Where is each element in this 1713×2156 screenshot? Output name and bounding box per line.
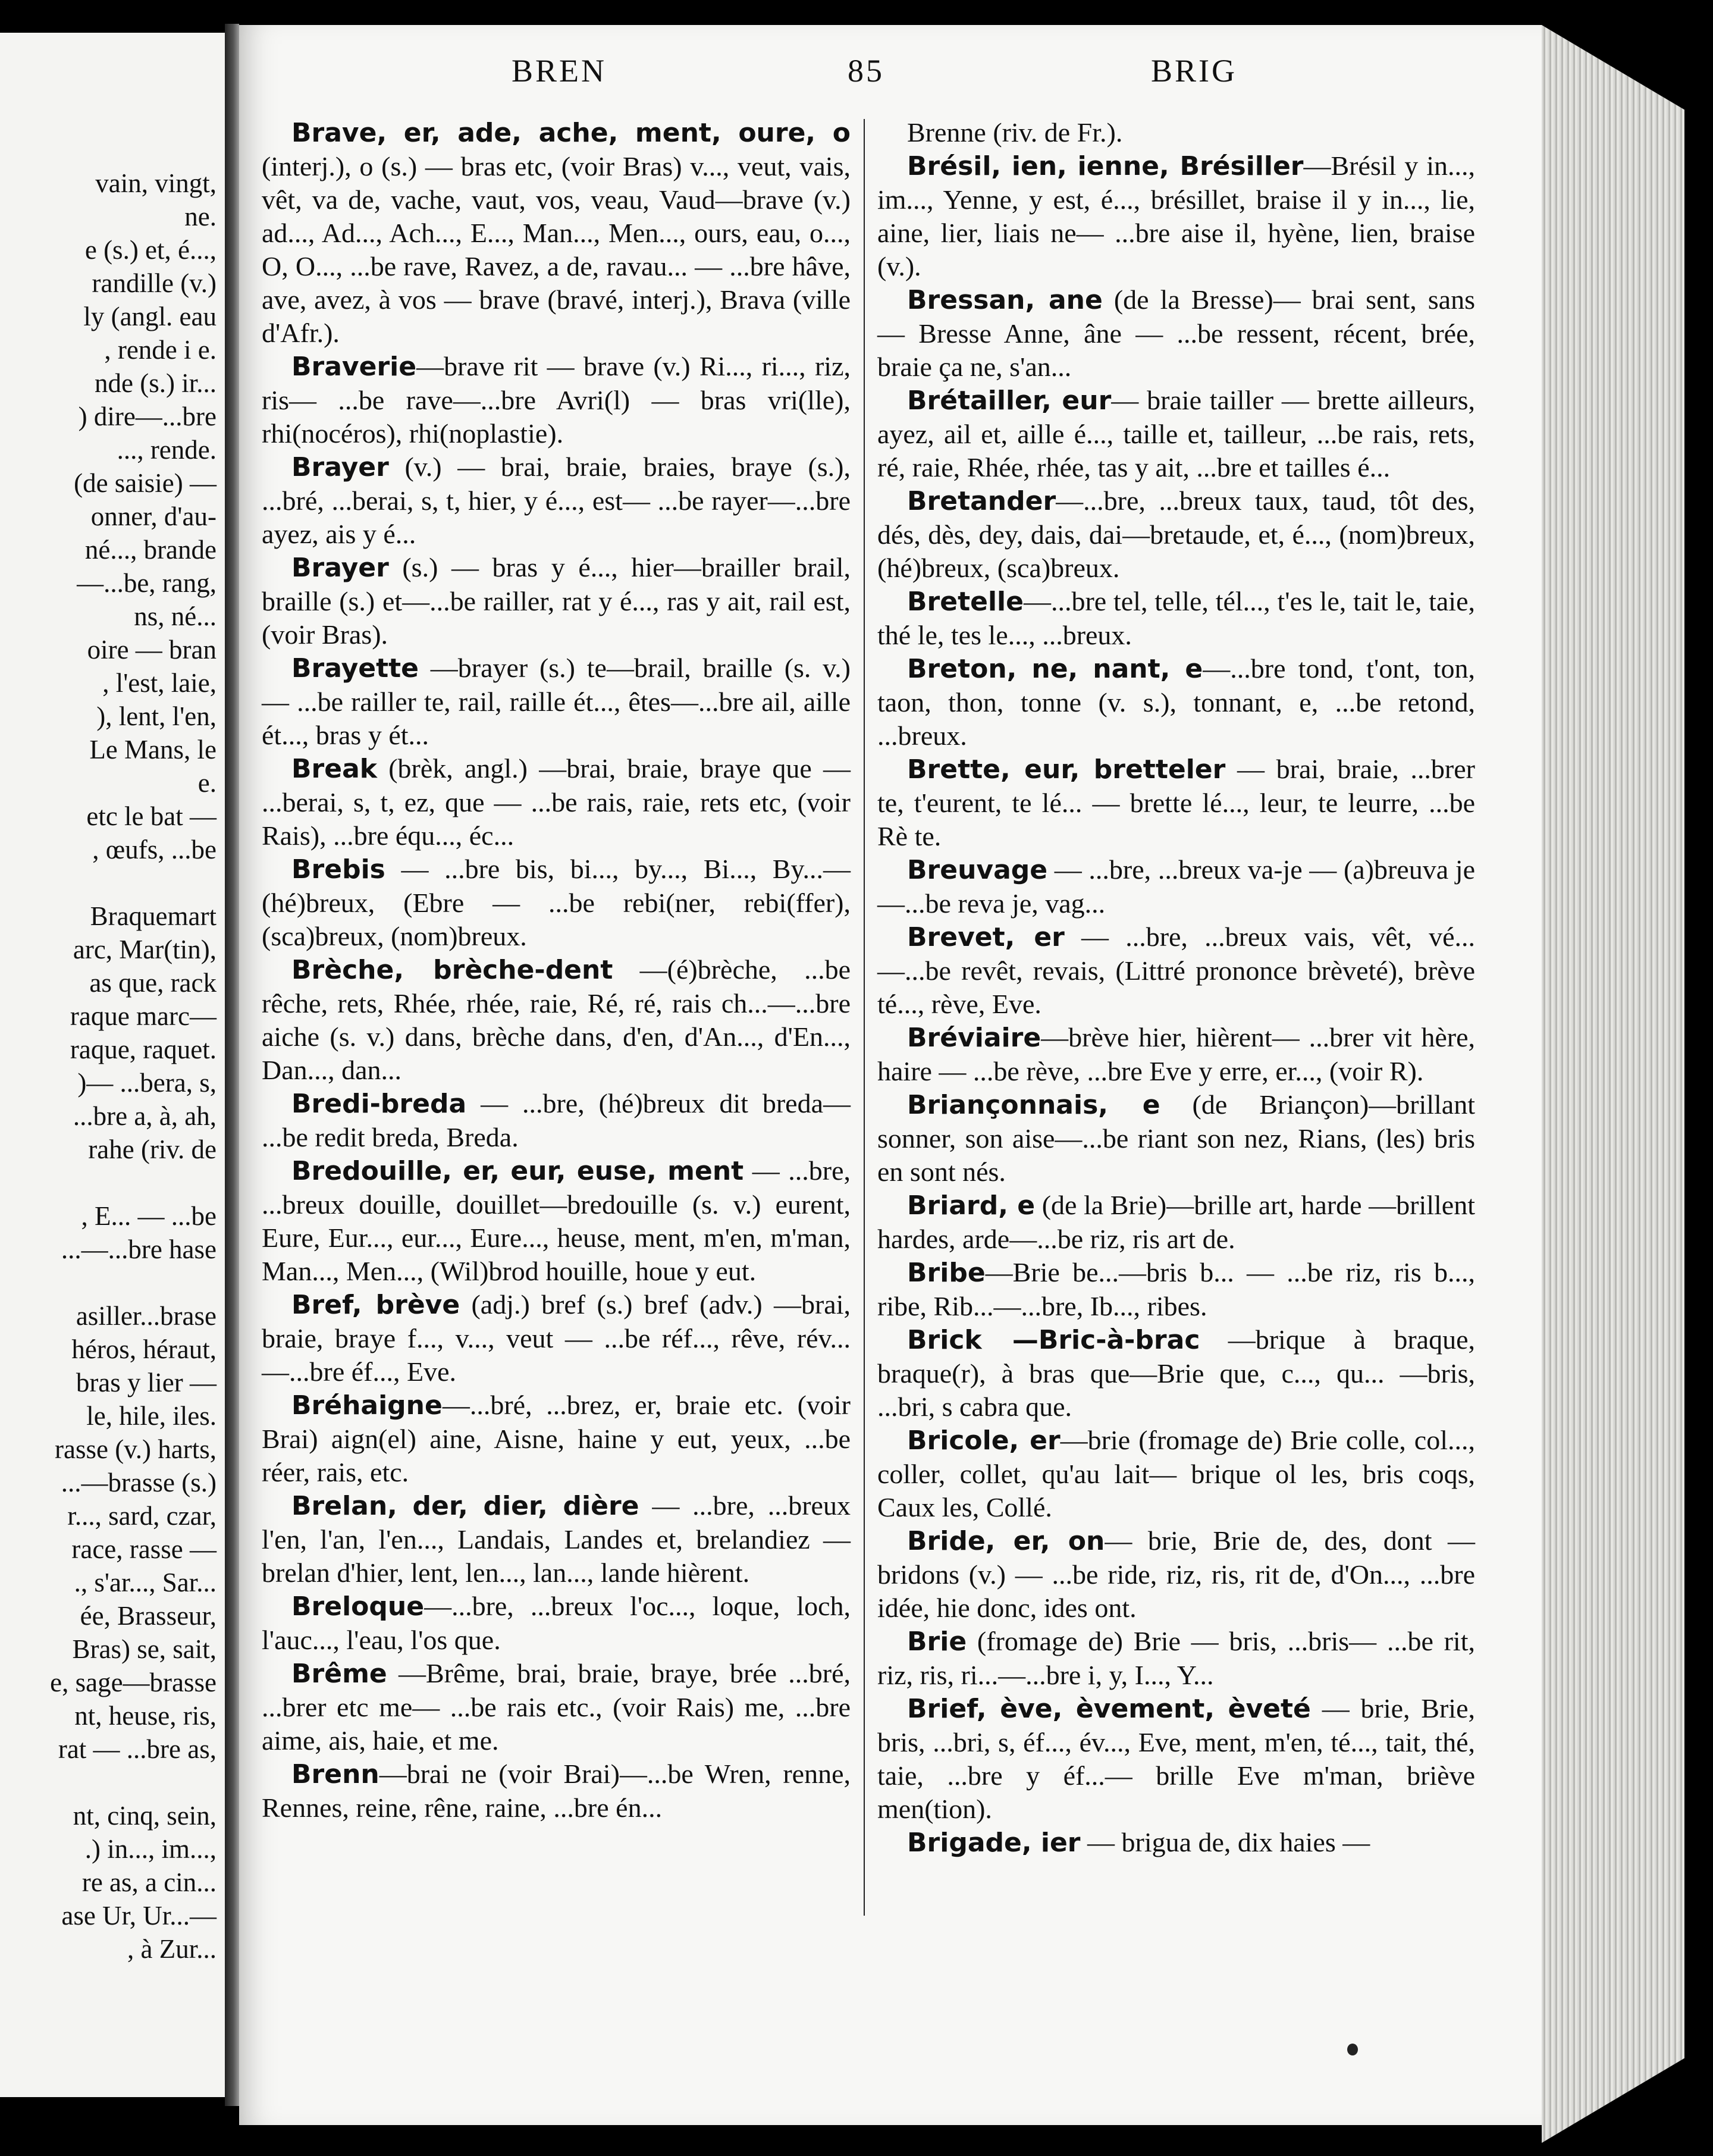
fragment-line: ly (angl. eau bbox=[83, 302, 217, 331]
dictionary-entry bbox=[877, 1625, 1475, 1692]
dictionary-entry bbox=[877, 116, 1475, 149]
entry-text: (v.) — brai, braie, braies, braye (s.), ...bré, ...berai, s, t, hier, y é..., est— ...be rayer—...bre ayez, ais y é... bbox=[262, 452, 851, 549]
fragment-line: né..., brande bbox=[84, 535, 217, 565]
fragment-line: le, hile, iles. bbox=[86, 1401, 217, 1431]
dictionary-entry bbox=[262, 651, 851, 752]
fragment-line: , à Zur... bbox=[127, 1934, 217, 1964]
entry-text: — brie, Brie, bris, ...bri, s, éf..., év..., Eve, ment, m'en, té..., tait, thé, taie, ...bre y éf...— brille Eve m'man, briève men(tion). bbox=[877, 1693, 1476, 1824]
entry-text: —...bre tond, t'ont, ton, taon, thon, tonne (v. s.), tonnant, e, ...be retond, ...breux. bbox=[877, 653, 1475, 751]
fragment-line: Bras) se, sait, bbox=[72, 1634, 217, 1664]
entry-headword: Brick —Bric-à-brac bbox=[907, 1325, 1200, 1355]
entry-headword: Brême bbox=[291, 1659, 387, 1689]
fragment-line: ...bre a, à, ah, bbox=[73, 1101, 217, 1131]
fragment-line: raque, raquet. bbox=[70, 1035, 217, 1064]
dictionary-entry bbox=[262, 116, 851, 350]
dictionary-entry bbox=[877, 149, 1475, 283]
dictionary-entry bbox=[877, 283, 1475, 384]
entry-headword: Break bbox=[291, 754, 378, 784]
fragment-line: e. bbox=[197, 768, 217, 798]
entry-text: — brigua de, dix haies — bbox=[1080, 1827, 1370, 1857]
fragment-line: Le Mans, le bbox=[89, 735, 217, 764]
running-head-right: BRIG bbox=[1151, 53, 1238, 89]
fragment-line: oire — bran bbox=[87, 635, 217, 665]
fragment-line: )— ...bera, s, bbox=[77, 1068, 217, 1098]
dictionary-entry bbox=[262, 853, 851, 953]
entry-text: —(é)brèche, ...be rêche, rets, Rhée, rhée, raie, Ré, ré, rais ch...—...bre aiche (s. v.) dans, brèche dans, d'en, d'An..., d'En..., Dan..., dan... bbox=[262, 954, 851, 1085]
fragment-line: ..., rende. bbox=[117, 435, 217, 465]
fragment-line: arc, Mar(tin), bbox=[73, 935, 217, 964]
dictionary-entry bbox=[262, 1288, 851, 1389]
ink-spot bbox=[1347, 2044, 1358, 2055]
entry-text: (fromage de) Brie — bris, ...bris— ...be rit, riz, ris, ri...—...bre i, y, I..., Y... bbox=[877, 1626, 1475, 1690]
entry-text: —...bre, ...breux l'oc..., loque, loch, l'auc..., l'eau, l'os que. bbox=[262, 1591, 851, 1655]
entry-headword: Brief, ève, èvement, èveté bbox=[907, 1694, 1311, 1724]
entry-text: (brèk, angl.) —brai, braie, braye que — ...berai, s, t, ez, que — ...be rais, raie, rets etc, (voir Rais), ...bre équ..., éc... bbox=[262, 753, 851, 851]
fragment-line: ne. bbox=[184, 202, 217, 231]
fragment-line: race, rasse — bbox=[71, 1534, 217, 1564]
dictionary-entry bbox=[262, 1087, 851, 1154]
entry-text: —brique à braque, braque(r), à bras que—Brie que, c..., qu... —bris, ...bri, s cabra que. bbox=[877, 1324, 1475, 1422]
fragment-line: etc le bat — bbox=[86, 801, 217, 831]
entry-text: —...bré, ...brez, er, braie etc. (voir Brai) aign(el) aine, Aisne, haine y eut, yeux, ...be réer, rais, etc. bbox=[262, 1390, 851, 1487]
fragment-line: ée, Brasseur, bbox=[80, 1601, 217, 1631]
entry-headword: Bréviaire bbox=[907, 1023, 1041, 1053]
fragment-line: , E... — ...be bbox=[81, 1201, 217, 1231]
dictionary-entry bbox=[877, 1088, 1475, 1189]
fragment-line: nde (s.) ir... bbox=[95, 368, 217, 398]
entry-headword: Briard, e bbox=[907, 1190, 1036, 1221]
entry-headword: Brayette bbox=[291, 653, 419, 684]
entry-headword: Bréhaigne bbox=[291, 1390, 443, 1421]
dictionary-entry bbox=[877, 920, 1475, 1021]
entry-headword: Brèche, brèche-dent bbox=[291, 955, 613, 985]
entry-headword: Brésil, ien, ienne, Brésiller bbox=[907, 151, 1304, 181]
entry-text: —brai ne (voir Brai)—...be Wren, renne, Rennes, reine, rêne, raine, ...bre én... bbox=[262, 1759, 851, 1823]
entry-headword: Brave, er, ade, ache, ment, oure, o bbox=[291, 118, 851, 148]
fragment-line: ) dire—...bre bbox=[78, 402, 217, 431]
fragment-line: e, sage—brasse bbox=[50, 1668, 217, 1697]
entry-text: (de Briançon)—brillant sonner, son aise—...be riant son nez, Rians, (les) bris en sont nés. bbox=[877, 1089, 1475, 1187]
fragment-line: e (s.) et, é..., bbox=[84, 235, 217, 265]
dictionary-entry bbox=[877, 1826, 1475, 1860]
entry-text: —...bre tel, telle, tél..., t'es le, tait le, taie, thé le, tes le..., ...breux. bbox=[877, 586, 1475, 650]
fragment-line: onner, d'au- bbox=[90, 502, 217, 531]
fragment-line: .) in..., im..., bbox=[84, 1834, 217, 1864]
dictionary-entry bbox=[262, 551, 851, 651]
entry-headword: Brayer bbox=[291, 452, 389, 482]
fragment-line: r..., sard, czar, bbox=[67, 1501, 217, 1531]
book-gutter bbox=[225, 24, 239, 2106]
entry-text: — ...bre, ...breux vais, vêt, vé... —...be revêt, revais, (Littré prononce brèveté), brève té..., rève, Eve. bbox=[877, 922, 1475, 1019]
dictionary-entry bbox=[262, 1389, 851, 1489]
entry-text: —brave rit — brave (v.) Ri..., ri..., riz, ris— ...be rave—...bre Avri(l) — bras vri(lle), rhi(nocéros), rhi(noplastie). bbox=[262, 351, 851, 449]
entry-headword: Bretelle bbox=[907, 587, 1024, 617]
entry-text: —brie (fromage de) Brie colle, col..., coller, collet, qu'au lait— brique ol les, bris coqs, Caux les, Collé. bbox=[877, 1425, 1475, 1522]
entry-headword: Bredouille, er, eur, euse, ment bbox=[291, 1156, 744, 1186]
fragment-line: rat — ...bre as, bbox=[58, 1734, 217, 1764]
column-rule bbox=[864, 119, 865, 1916]
fragment-line: ., s'ar..., Sar... bbox=[74, 1568, 217, 1597]
dictionary-entry bbox=[877, 1256, 1475, 1323]
fragment-line: , œufs, ...be bbox=[92, 835, 217, 864]
entry-text: — brai, braie, ...brer te, t'eurent, te lé... — brette lé..., leur, te leurre, ...be Rè te. bbox=[877, 754, 1475, 851]
entry-text: — ...bre, (hé)breux dit breda— ...be redit breda, Breda. bbox=[262, 1088, 851, 1152]
entry-headword: Brétailler, eur bbox=[907, 386, 1112, 416]
fragment-line: rasse (v.) harts, bbox=[55, 1434, 217, 1464]
fragment-line: nt, cinq, sein, bbox=[73, 1801, 217, 1831]
entry-headword: Bretander bbox=[907, 486, 1056, 516]
dictionary-entry bbox=[877, 1189, 1475, 1256]
fragment-line: , l'est, laie, bbox=[102, 668, 217, 698]
fragment-line: ...—brasse (s.) bbox=[61, 1468, 217, 1497]
entry-headword: Brayer bbox=[291, 553, 389, 583]
dictionary-entry bbox=[262, 953, 851, 1087]
entry-text: —brève hier, hièrent— ...brer vit hère, haire — ...be rève, ...bre Eve y erre, er..., (voir R). bbox=[877, 1022, 1475, 1086]
fragment-line: asiller...brase bbox=[76, 1301, 217, 1331]
dictionary-entry bbox=[877, 1524, 1475, 1625]
entry-text: —Brie be...—bris b... — ...be riz, ris b..., ribe, Rib...—...bre, Ib..., ribes. bbox=[877, 1257, 1475, 1321]
running-head-left: BREN bbox=[512, 53, 607, 89]
dictionary-entry bbox=[262, 1757, 851, 1825]
entry-text: (de la Bresse)— brai sent, sans — Bresse Anne, âne — ...be ressent, récent, brée, braie ça ne, s'an... bbox=[877, 284, 1475, 382]
entry-text: —Brême, brai, braie, braye, brée ...bré, ...brer etc me— ...be rais etc., (voir Rais) me, ...bre aime, ais, haie, et me. bbox=[262, 1658, 851, 1756]
entry-headword: Braverie bbox=[291, 352, 417, 382]
entry-text: (de la Brie)—brille art, harde —brillent hardes, arde—...be riz, ris art de. bbox=[877, 1190, 1475, 1254]
entry-text: — ...bre, ...breux douille, douillet—bredouille (s. v.) eurent, Eure, Eur..., eur..., Eure..., heuse, ment, m'en, m'man, Man..., Men..., (Wil)brod houille, houe y eut. bbox=[262, 1155, 851, 1286]
entry-text: (s.) — bras y é..., hier—brailler brail, braille (s.) et—...be railler, rat y é..., ras y ait, rail est, (voir Bras). bbox=[262, 552, 851, 650]
entry-headword: Brette, eur, bretteler bbox=[907, 754, 1226, 785]
fragment-line: vain, vingt, bbox=[95, 168, 217, 198]
entry-text: — ...bre, ...breux l'en, l'an, l'en..., Landais, Landes et, brelandiez — brelan d'hier, lent, len..., lan..., lande hièrent. bbox=[262, 1490, 851, 1588]
dictionary-entry bbox=[262, 1489, 851, 1590]
fragment-line: (de saisie) — bbox=[74, 468, 217, 498]
entry-headword: Brebis bbox=[291, 854, 385, 885]
fragment-line: Braquemart bbox=[90, 901, 217, 931]
dictionary-entry bbox=[262, 752, 851, 853]
dictionary-entry bbox=[262, 450, 851, 551]
entry-headword: Bref, brève bbox=[291, 1290, 460, 1320]
previous-page-fragment bbox=[0, 33, 225, 2097]
entry-text: — braie tailler — brette ailleurs, ayez, ail et, aille é..., taille et, tailleur, ...be rais, rets, ré, raie, Rhée, rhée, tas y ait, ...bre et tailles é... bbox=[877, 385, 1475, 482]
dictionary-entry bbox=[877, 1323, 1475, 1424]
entry-text: — brie, Brie de, des, dont —bridons (v.) — ...be ride, riz, ris, rit de, d'On..., ...bre idée, hie donc, ides ont. bbox=[877, 1525, 1475, 1623]
entry-text: — ...bre bis, bi..., by..., Bi..., By...—(hé)breux, (Ebre — ...be rebi(ner, rebi(ffer), (sca)breux, (nom)breux. bbox=[262, 854, 851, 951]
column-left bbox=[262, 116, 851, 1825]
dictionary-entry bbox=[877, 1424, 1475, 1524]
entry-headword: Brenn bbox=[291, 1759, 379, 1790]
entry-headword: Brigade, ier bbox=[907, 1828, 1081, 1858]
entry-headword: Breloque bbox=[291, 1591, 425, 1622]
entry-text: —brayer (s.) te—brail, braille (s. v.) — ...be railler te, rail, raille ét..., êtes—...bre ail, aille ét..., bras y ét... bbox=[262, 653, 851, 750]
dictionary-entry bbox=[262, 350, 851, 450]
page-number: 85 bbox=[848, 53, 884, 89]
entry-headword: Briançonnais, e bbox=[907, 1090, 1160, 1120]
dictionary-entry bbox=[262, 1657, 851, 1757]
fragment-line: raque marc— bbox=[70, 1001, 217, 1031]
entry-text: —Brésil y in..., im..., Yenne, y est, é..., brésillet, braise il y in..., lie, aine, lier, liais ne— ...bre aise il, hyène, lien, braise (v.). bbox=[877, 151, 1475, 281]
dictionary-entry bbox=[877, 1021, 1475, 1088]
fragment-line: randille (v.) bbox=[92, 268, 217, 298]
fragment-line: héros, héraut, bbox=[71, 1334, 217, 1364]
entry-headword: Brevet, er bbox=[907, 922, 1065, 952]
dictionary-entry bbox=[877, 384, 1475, 484]
fragment-line: re as, a cin... bbox=[81, 1867, 217, 1897]
fragment-line: ase Ur, Ur...— bbox=[61, 1901, 217, 1931]
entry-headword: Bressan, ane bbox=[907, 285, 1103, 315]
dictionary-entry bbox=[262, 1590, 851, 1657]
fragment-line: bras y lier — bbox=[76, 1368, 217, 1397]
dictionary-entry bbox=[877, 753, 1475, 853]
fragment-line: ), lent, l'en, bbox=[96, 701, 217, 731]
dictionary-entry bbox=[262, 1154, 851, 1288]
entry-text: (interj.), o (s.) — bras etc, (voir Bras) v..., veut, vais, vêt, va de, vache, vaut, vos, veau, Vaud—brave (v.) ad..., Ad..., Ach..., E..., Man..., Men..., ours, eau, o..., O, O..., ...be rave, Ravez, a de, ravau... — ...bre hâve, ave, avez, à vos — brave (bravé, interj.), Brava (ville d'Afr.). bbox=[262, 151, 851, 348]
entry-headword: Bricole, er bbox=[907, 1425, 1061, 1456]
entry-headword: Brie bbox=[907, 1627, 967, 1657]
entry-text: — ...bre, ...breux va-je — (a)breuva je—...be reva je, vag... bbox=[877, 854, 1475, 919]
fragment-line: ...—...bre hase bbox=[61, 1234, 217, 1264]
entry-headword: Bribe bbox=[907, 1258, 986, 1288]
entry-headword: Breton, ne, nant, e bbox=[907, 654, 1203, 684]
page-edges bbox=[1542, 25, 1684, 2143]
fragment-line: as que, rack bbox=[89, 968, 217, 998]
dictionary-entry bbox=[877, 585, 1475, 652]
entry-text: (adj.) bref (s.) bref (adv.) —brai, braie, braye f..., v..., veut — ...be réf..., rêve, rév...—...bre éf..., Eve. bbox=[262, 1289, 851, 1387]
entry-headword: Brelan, der, dier, dière bbox=[291, 1491, 639, 1521]
dictionary-entry bbox=[877, 484, 1475, 585]
dictionary-entry bbox=[877, 652, 1475, 753]
entry-text: —...bre, ...breux taux, taud, tôt des, dés, dès, dey, dais, dai—bretaude, et, é..., (nom)breux, (hé)breux, (sca)breux. bbox=[877, 485, 1475, 583]
fragment-line: , rende i e. bbox=[104, 335, 217, 365]
entry-text: Brenne (riv. de Fr.). bbox=[907, 117, 1123, 148]
fragment-line: ns, né... bbox=[134, 601, 217, 631]
dictionary-entry bbox=[877, 1692, 1475, 1826]
column-right bbox=[877, 116, 1475, 1860]
entry-headword: Bride, er, on bbox=[907, 1526, 1105, 1556]
fragment-line: —...be, rang, bbox=[77, 568, 217, 598]
entry-headword: Bredi-breda bbox=[291, 1089, 467, 1119]
fragment-line: nt, heuse, ris, bbox=[74, 1701, 217, 1731]
entry-headword: Breuvage bbox=[907, 855, 1048, 885]
dictionary-entry bbox=[877, 853, 1475, 920]
fragment-line: rahe (riv. de bbox=[88, 1135, 217, 1164]
